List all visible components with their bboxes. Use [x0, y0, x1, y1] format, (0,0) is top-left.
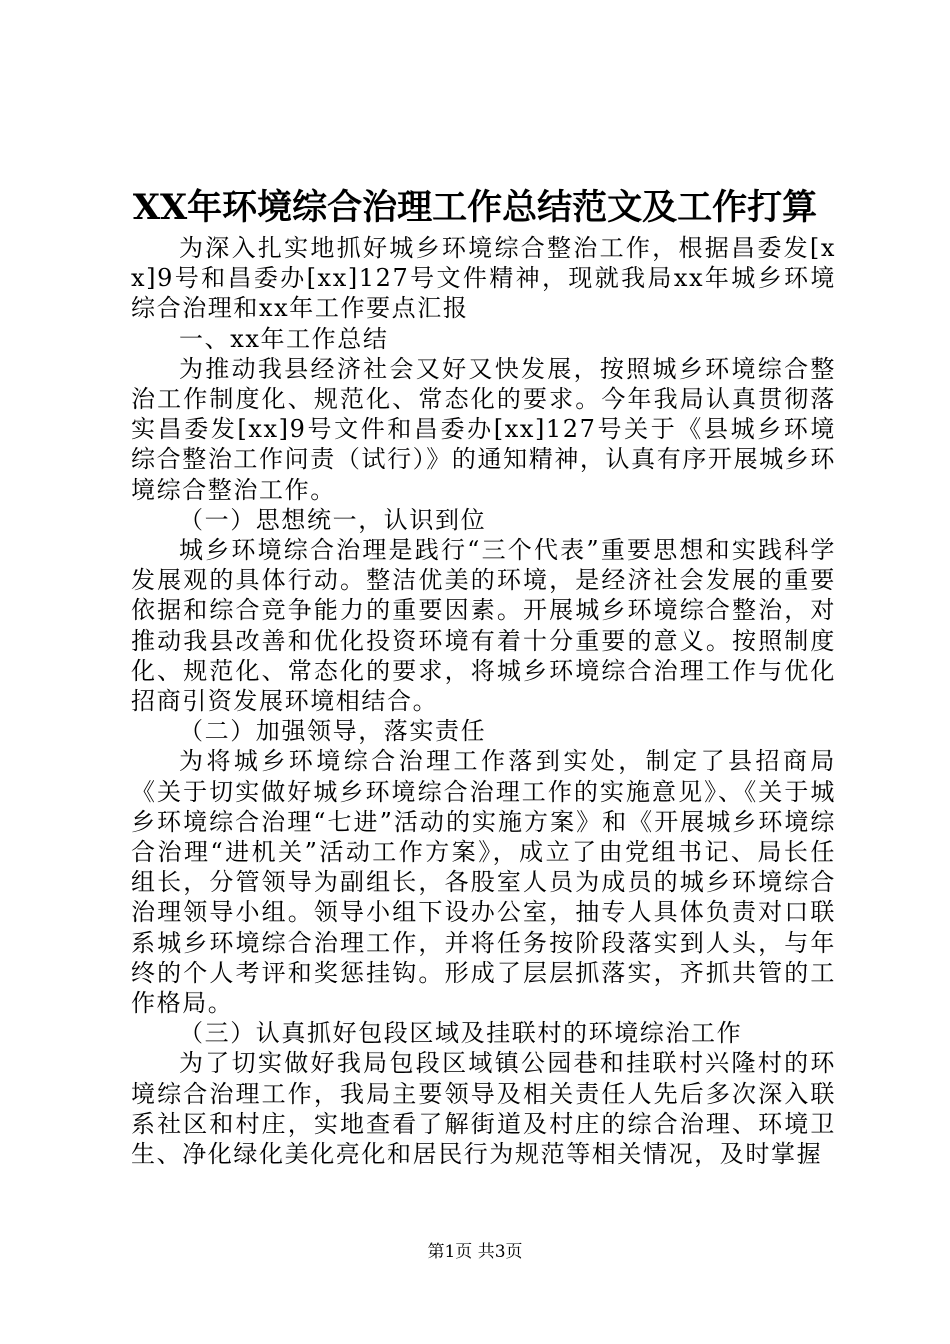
document-title: XX年环境综合治理工作总结范文及工作打算 — [132, 187, 818, 228]
subsection-heading-1: （一）思想统一，认识到位 — [179, 505, 487, 534]
document-body — [131, 233, 836, 1169]
subsection-paragraph-1: 城乡环境综合治理是践行“三个代表”重要思想和实践科学发展观的具体行动。整洁优美的环境，是经济社会发展的重要依据和综合竞争能力的重要因素。开展城乡环境综合整治，对推动我县改善和优化投资环境有着十分重要的意义。按照制度化、规范化、常态化的要求，将城乡环境综合治理工作与优化招商引资发展环境相结合。 — [131, 536, 836, 716]
subsection-heading-3: （三）认真抓好包段区域及挂联村的环境综治工作 — [179, 1019, 743, 1048]
page-footer: 第1页 共3页 — [427, 1242, 523, 1262]
subsection-heading-2: （二）加强领导，落实责任 — [179, 717, 487, 746]
subsection-paragraph-2: 为将城乡环境综合治理工作落到实处，制定了县招商局《关于切实做好城乡环境综合治理工作的实施意见》、《关于城乡环境综合治理“七进”活动的实施方案》和《开展城乡环境综合治理“进机关”活动工作方案》，成立了由党组书记、局长任组长，分管领导为副组长，各股室人员为成员的城乡环境综合治理领导小组。领导小组下设办公室，抽专人具体负责对口联系城乡环境综合治理工作，并将任务按阶段落实到人头，与年终的个人考评和奖惩挂钩。形成了层层抓落实，齐抓共管的工作格局。 — [131, 747, 836, 1018]
intro-paragraph: 为深入扎实地抓好城乡环境综合整治工作，根据昌委发[xx]9号和昌委办[xx]127号文件精神，现就我局xx年城乡环境综合治理和xx年工作要点汇报 — [131, 234, 836, 323]
section-heading-summary: 一、xx年工作总结 — [179, 324, 389, 353]
summary-paragraph: 为推动我县经济社会又好又快发展，按照城乡环境综合整治工作制度化、规范化、常态化的要求。今年我局认真贯彻落实昌委发[xx]9号文件和昌委办[xx]127号关于《县城乡环境综合整治工作问责（试行）》的通知精神，认真有序开展城乡环境综合整治工作。 — [131, 354, 836, 504]
subsection-paragraph-3: 为了切实做好我局包段区域镇公园巷和挂联村兴隆村的环境综合治理工作，我局主要领导及相关责任人先后多次深入联系社区和村庄，实地查看了解街道及村庄的综合治理、环境卫生、净化绿化美化亮化和居民行为规范等相关情况，及时掌握 — [131, 1049, 836, 1169]
